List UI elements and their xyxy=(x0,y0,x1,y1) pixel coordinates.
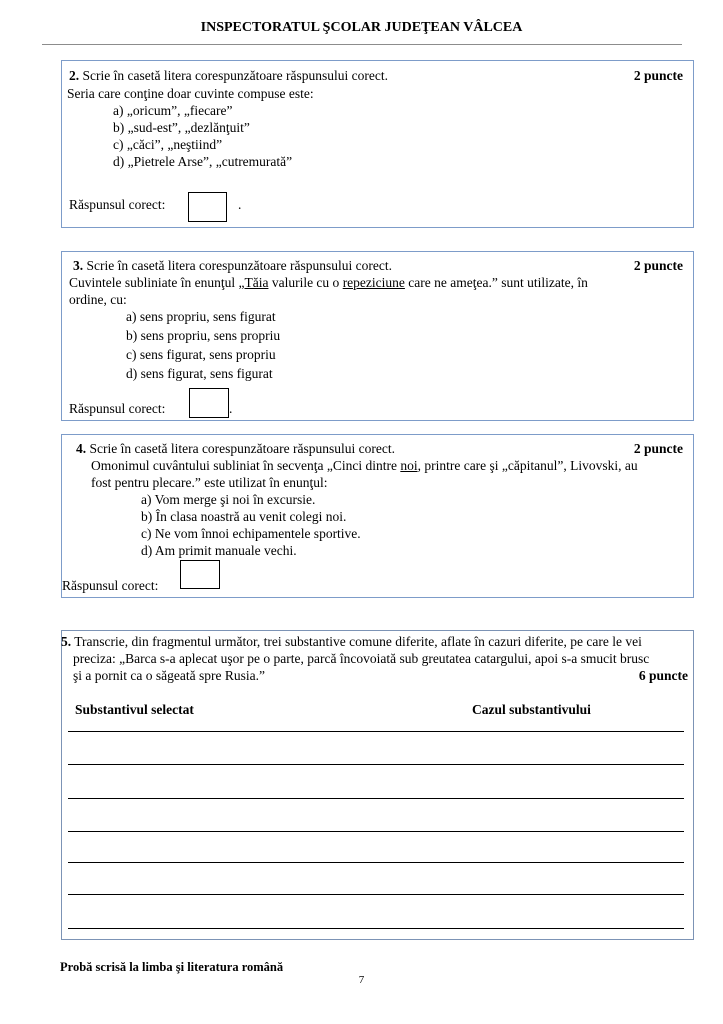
q2-answer-suffix: . xyxy=(238,197,242,212)
q5-text-1: Transcrie, din fragmentul următor, trei substantive comune diferite, aflate în cazuri diferite, pe care le vei xyxy=(74,634,642,649)
page-number: 7 xyxy=(358,974,365,986)
q4-option-b: b) În clasa noastră au venit colegi noi. xyxy=(141,509,347,524)
q3-answer-suffix: . xyxy=(229,401,233,416)
q5-column-noun: Substantivul selectat xyxy=(75,702,194,717)
answer-line-4[interactable] xyxy=(68,831,684,832)
q3-prompt xyxy=(73,258,392,274)
q3-stem-mid: valurile cu o xyxy=(268,275,343,290)
q4-stem xyxy=(91,458,638,474)
q4-prompt xyxy=(76,441,395,457)
q4-option-c: c) Ne vom înnoi echipamentele sportive. xyxy=(141,526,361,541)
q3-answer-label: Răspunsul corect: xyxy=(69,401,166,416)
q2-points: 2 puncte xyxy=(633,68,683,83)
q2-option-a: a) „oricum”, „fiecare” xyxy=(113,103,233,118)
q4-answer-box[interactable] xyxy=(180,560,220,589)
footer-title: Probă scrisă la limba şi literatura română xyxy=(60,960,284,974)
q4-number: 4. xyxy=(76,441,87,456)
q2-option-c: c) „căci”, „neştiind” xyxy=(113,137,223,152)
answer-line-3[interactable] xyxy=(68,798,684,799)
q4-option-a: a) Vom merge şi noi în excursie. xyxy=(141,492,316,507)
q3-stem-line2: ordine, cu: xyxy=(69,292,127,307)
q3-option-c: c) sens figurat, sens propriu xyxy=(126,347,276,362)
q4-underlined-word: noi xyxy=(400,458,418,473)
q5-points: 6 puncte xyxy=(638,668,688,683)
question-2-box xyxy=(61,60,694,228)
answer-line-1[interactable] xyxy=(68,731,684,732)
q3-stem xyxy=(69,275,588,291)
q3-option-d: d) sens figurat, sens figurat xyxy=(126,366,273,381)
q2-answer-box[interactable] xyxy=(188,192,227,222)
page-header: INSPECTORATUL ŞCOLAR JUDEŢEAN VÂLCEA xyxy=(200,20,523,35)
q3-stem-post: care ne ameţea.” sunt utilizate, în xyxy=(404,275,588,290)
answer-line-5[interactable] xyxy=(68,862,684,863)
question-4-box xyxy=(61,434,694,598)
q3-underlined-word-1: Tăia xyxy=(244,275,269,290)
q3-answer-box[interactable] xyxy=(189,388,229,418)
q5-line-1 xyxy=(61,634,642,650)
q4-stem-post: , printre care şi „căpitanul”, Livovski, au xyxy=(417,458,638,473)
q5-number: 5. xyxy=(61,634,72,649)
q4-stem-line2: fost pentru plecare.” este utilizat în enunţul: xyxy=(91,475,328,490)
q5-column-case: Cazul substantivului xyxy=(472,702,591,717)
q3-instruction: Scrie în casetă litera corespunzătoare răspunsului corect. xyxy=(86,258,392,273)
q5-line-3: şi a pornit ca o săgeată spre Rusia.” xyxy=(73,668,265,683)
answer-line-6[interactable] xyxy=(68,894,684,895)
q3-points: 2 puncte xyxy=(633,258,683,273)
q4-points: 2 puncte xyxy=(633,441,683,456)
q5-line-2: preciza: „Barca s-a aplecat uşor pe o parte, parcă încovoiată sub greutatea catargului, apoi s-a smucit brusc xyxy=(73,651,650,666)
q2-option-b: b) „sud-est”, „dezlănţuit” xyxy=(113,120,250,135)
q2-answer-label: Răspunsul corect: xyxy=(69,197,166,212)
q4-option-d: d) Am primit manuale vechi. xyxy=(141,543,297,558)
q2-stem: Seria care conţine doar cuvinte compuse este: xyxy=(67,86,314,101)
answer-line-7[interactable] xyxy=(68,928,684,929)
q2-instruction: Scrie în casetă litera corespunzătoare răspunsului corect. xyxy=(82,68,388,83)
q3-option-a: a) sens propriu, sens figurat xyxy=(126,309,276,324)
q4-instruction: Scrie în casetă litera corespunzătoare răspunsului corect. xyxy=(89,441,395,456)
q2-number: 2. xyxy=(69,68,80,83)
q3-underlined-word-2: repeziciune xyxy=(342,275,405,290)
q3-option-b: b) sens propriu, sens propriu xyxy=(126,328,281,343)
header-divider xyxy=(42,44,682,45)
question-3-box xyxy=(61,251,694,421)
q2-prompt xyxy=(69,68,388,84)
answer-line-2[interactable] xyxy=(68,764,684,765)
q3-number: 3. xyxy=(73,258,84,273)
q4-answer-label: Răspunsul corect: xyxy=(62,578,159,593)
q2-option-d: d) „Pietrele Arse”, „cutremurată” xyxy=(113,154,293,169)
q4-stem-pre: Omonimul cuvântului subliniat în secvenţa „Cinci dintre xyxy=(91,458,401,473)
q3-stem-pre: Cuvintele subliniate în enunţul „ xyxy=(69,275,245,290)
